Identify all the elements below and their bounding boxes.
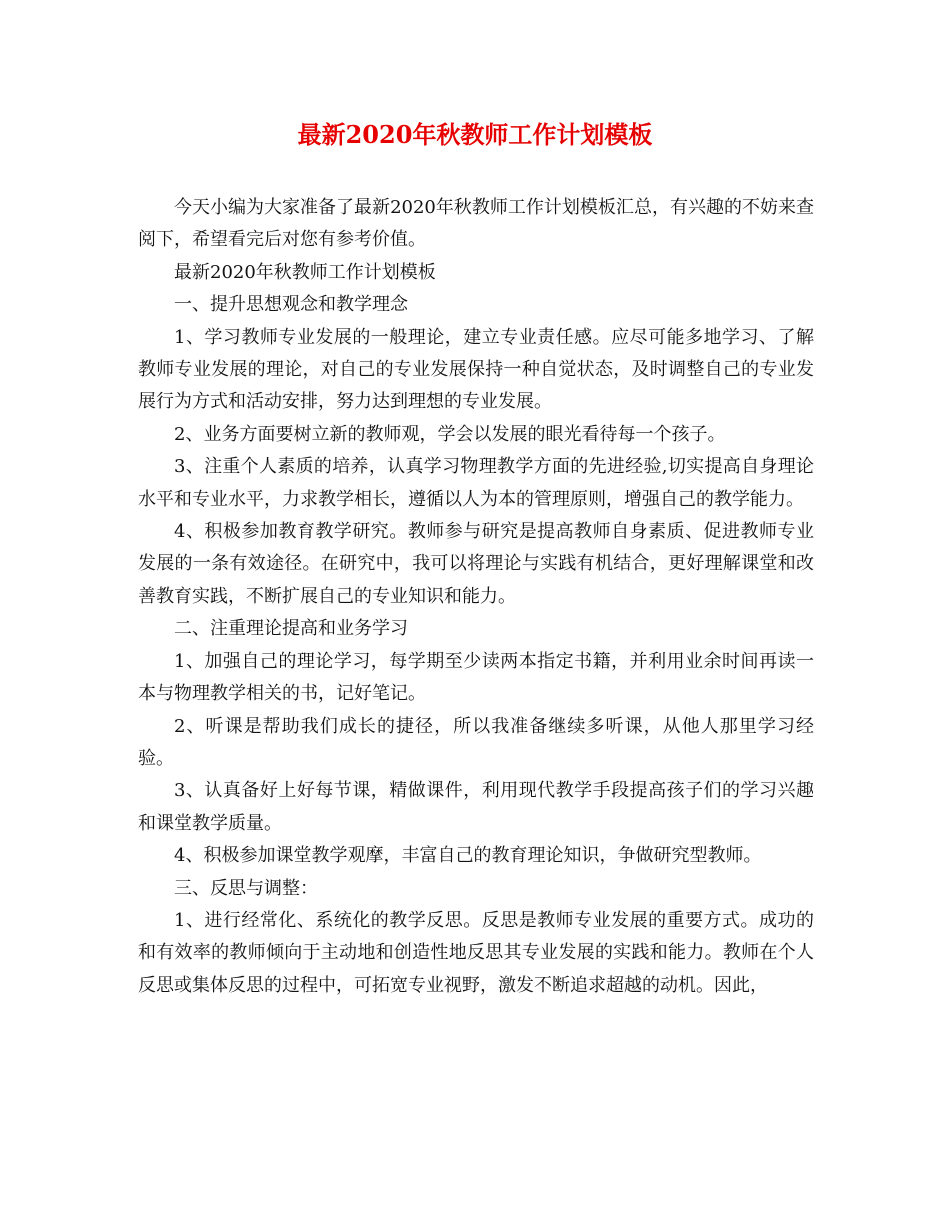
paragraph-intro: 今天小编为大家准备了最新2020年秋教师工作计划模板汇总，有兴趣的不妨来查阅下，希望看完后对您有参考价值。 bbox=[138, 197, 814, 251]
paragraph-1-2: 2、业务方面要树立新的教师观，学会以发展的眼光看待每一个孩子。 bbox=[174, 423, 726, 445]
paragraph-subtitle: 最新2020年秋教师工作计划模板 bbox=[174, 261, 436, 283]
paragraph-1-4: 4、积极参加教育教学研究。教师参与研究是提高教师自身素质、促进教师专业发展的一条有效途径。在研究中，我可以将理论与实践有机结合，更好理解课堂和改善教育实践，不断扩展自己的专业知识和能力。 bbox=[138, 521, 814, 607]
document-title: 最新2020年秋教师工作计划模板 bbox=[297, 120, 653, 149]
paragraph-2-4: 4、积极参加课堂教学观摩，丰富自己的教育理论知识，争做研究型教师。 bbox=[174, 845, 762, 867]
section-heading-3: 三、反思与调整： bbox=[174, 877, 318, 899]
paragraph-1-3: 3、注重个人素质的培养，认真学习物理教学方面的先进经验,切实提高自身理论水平和专业水平，力求教学相长，遵循以人为本的管理原则，增强自己的教学能力。 bbox=[138, 456, 814, 510]
section-heading-1: 一、提升思想观念和教学理念 bbox=[174, 294, 408, 316]
paragraph-2-2: 2、听课是帮助我们成长的捷径，所以我准备继续多听课，从他人那里学习经验。 bbox=[138, 715, 814, 769]
section-heading-2: 二、注重理论提高和业务学习 bbox=[174, 618, 408, 640]
paragraph-2-1: 1、加强自己的理论学习，每学期至少读两本指定书籍，并利用业余时间再读一本与物理教学相关的书，记好笔记。 bbox=[138, 650, 814, 705]
paragraph-2-3: 3、认真备好上好每节课，精做课件，利用现代教学手段提高孩子们的学习兴趣和课堂教学质量。 bbox=[138, 780, 814, 834]
paragraph-1-1: 1、学习教师专业发展的一般理论，建立专业责任感。应尽可能多地学习、了解教师专业发展的理论，对自己的专业发展保持一种自觉状态，及时调整自己的专业发展行为方式和活动安排，努力达到理想的专业发展。 bbox=[138, 326, 814, 413]
document-body bbox=[138, 192, 814, 1002]
paragraph-3-1: 1、进行经常化、系统化的教学反思。反思是教师专业发展的重要方式。成功的和有效率的教师倾向于主动地和创造性地反思其专业发展的实践和能力。教师在个人反思或集体反思的过程中，可拓宽专业视野，激发不断追求超越的动机。因此， bbox=[138, 909, 814, 996]
